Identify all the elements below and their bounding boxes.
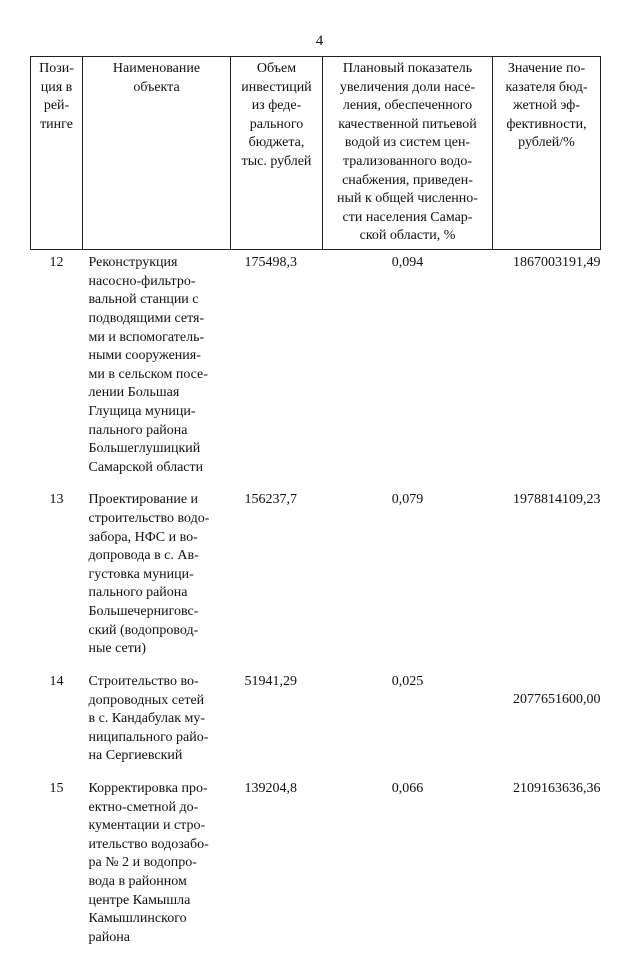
row-object-name: Строительство во- допроводных сетей в с. Кандабулак му- ниципального райо- на Сергиевский xyxy=(88,673,209,764)
row-position: 14 xyxy=(49,673,64,689)
row-planned-share: 0,079 xyxy=(391,492,424,508)
row-investment: 156237,7 xyxy=(244,492,297,508)
row-position: 12 xyxy=(49,255,64,271)
row-budget-efficiency: 1978814109,23 xyxy=(513,492,601,508)
rating-table-container xyxy=(30,56,600,957)
row-object-name: Корректировка про- ектно-сметной до- кументации и стро- ительство водозабо- ра № 2 и водопро- вода в районном центре Камышла Камышлинского района xyxy=(88,780,209,945)
table-body xyxy=(31,250,601,957)
table-row xyxy=(31,776,601,957)
row-position: 13 xyxy=(49,492,64,508)
table-row xyxy=(31,487,601,668)
row-investment: 175498,3 xyxy=(244,255,297,271)
table-row xyxy=(31,669,601,776)
header-row xyxy=(31,57,601,250)
row-object-name: Реконструкция насосно-фильтро- вальной станции с подводящими сетя- ми и вспомогатель- ными сооружения- ми в сельском посе- лении Большая Глущица муници- пального района Большеглушицкий Самарской области xyxy=(88,255,208,475)
row-investment: 51941,29 xyxy=(244,673,297,689)
row-planned-share: 0,025 xyxy=(391,673,424,689)
header-object-name: Наименование объекта xyxy=(83,57,231,250)
row-budget-efficiency: 2109163636,36 xyxy=(513,780,601,796)
row-planned-share: 0,094 xyxy=(391,255,424,271)
page-number: 4 xyxy=(315,33,324,49)
header-planned-share: Плановый показатель увеличения доли насе- ления, обеспеченного качественной питьевой водой из систем цен- трализованного водо- снабжения, приведен- ный к общей численно- сти населения Самар- ской области, % xyxy=(323,57,493,250)
row-investment: 139204,8 xyxy=(244,780,297,796)
row-planned-share: 0,066 xyxy=(391,780,424,796)
header-position: Пози- ция в рей- тинге xyxy=(31,57,83,250)
row-budget-efficiency: 2077651600,00 xyxy=(513,691,601,707)
row-object-name: Проектирование и строительство водо- забора, НФС и во- допровода в с. Ав- густовка муници- пального района Большечерниговс- ский (водопровод- ные сети) xyxy=(88,492,210,657)
row-budget-efficiency: 1867003191,49 xyxy=(513,255,601,271)
header-investment: Объем инвестиций из феде- рального бюджета, тыс. рублей xyxy=(231,57,323,250)
header-budget-efficiency: Значение по- казателя бюд- жетной эф- фективности, рублей/% xyxy=(493,57,601,250)
row-position: 15 xyxy=(49,780,64,796)
table-header xyxy=(31,57,601,250)
table-row xyxy=(31,250,601,488)
rating-table xyxy=(30,56,601,957)
